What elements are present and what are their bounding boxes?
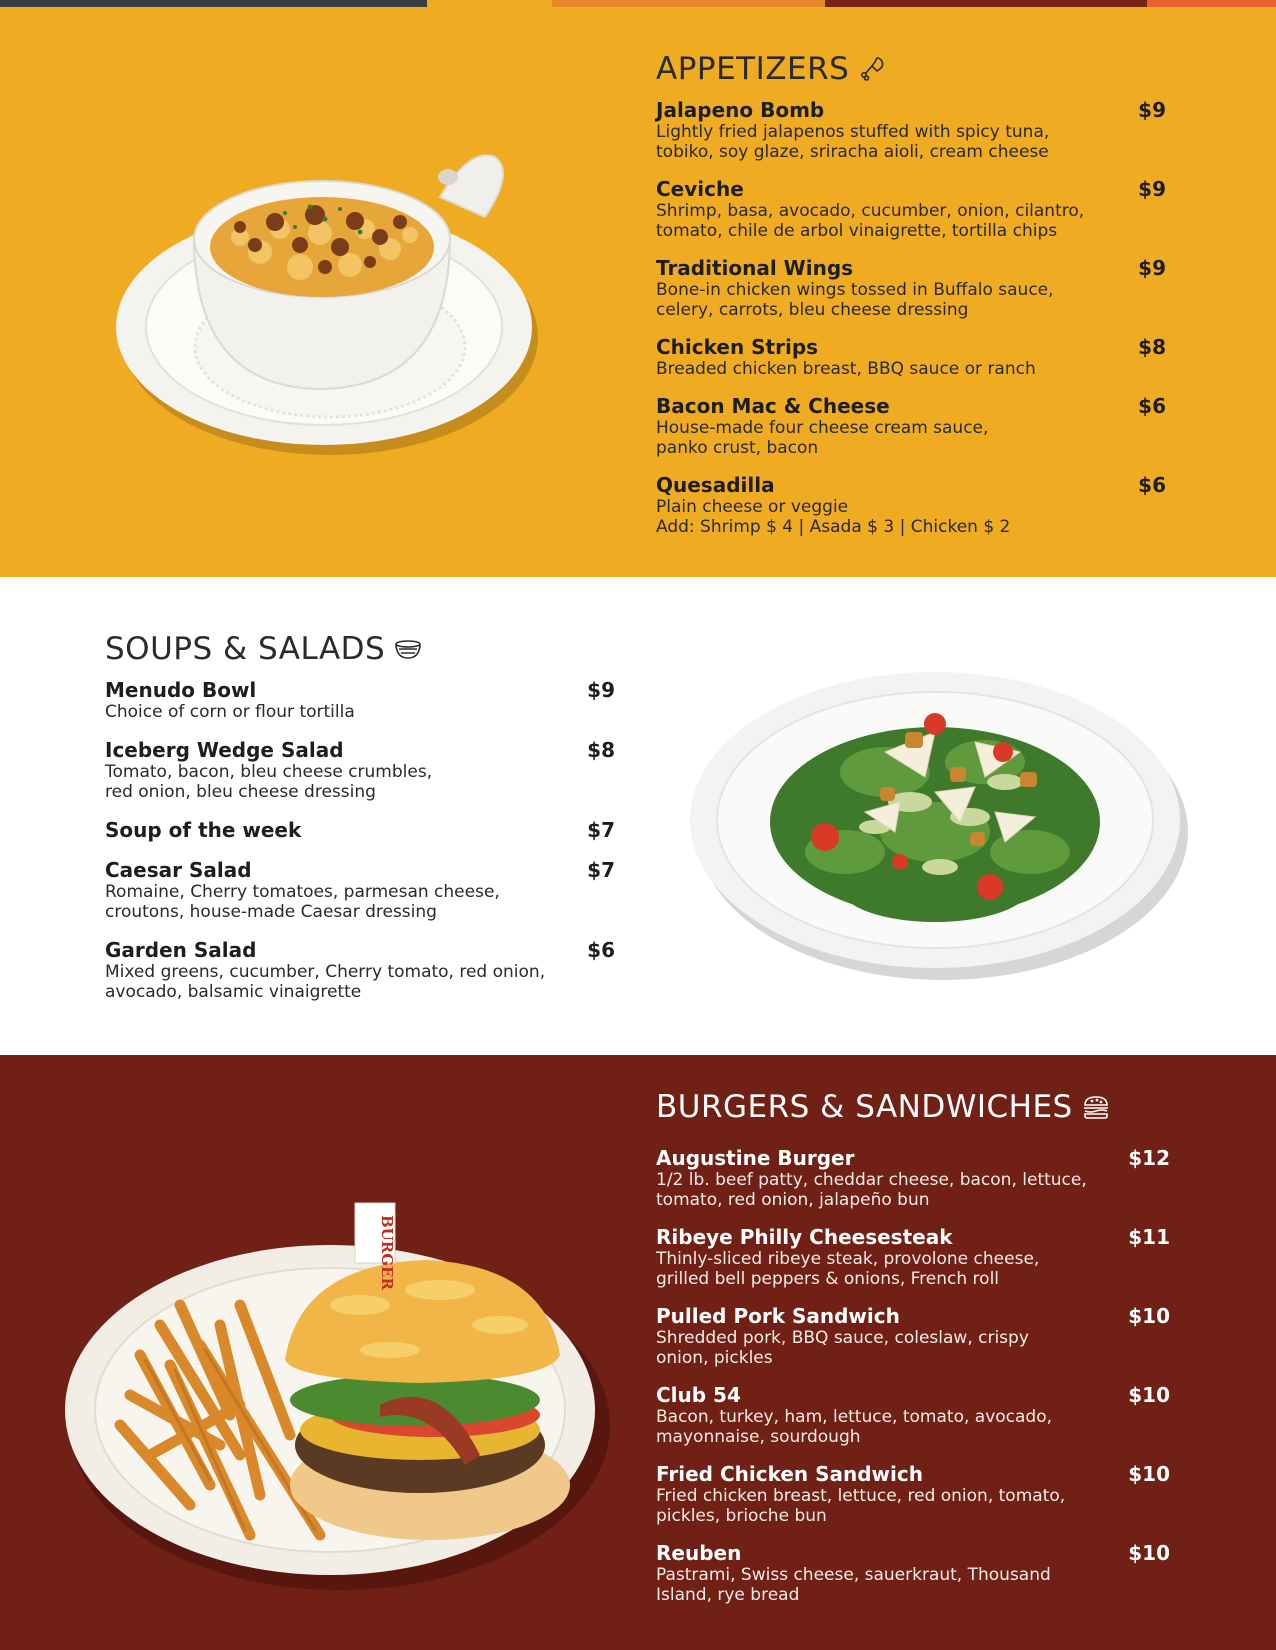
item-description: Pastrami, Swiss cheese, sauerkraut, Thousand Island, rye bread — [656, 1565, 1051, 1605]
menu-item — [105, 819, 615, 842]
top-bar-segment — [427, 0, 552, 7]
top-bar-segment — [552, 0, 825, 7]
top-bar-segment — [825, 0, 1147, 7]
section-title — [656, 1089, 1170, 1125]
menu-item — [656, 257, 1166, 320]
item-name: Ceviche — [656, 177, 744, 201]
item-price: $6 — [587, 938, 615, 962]
item-description: Shrimp, basa, avocado, cucumber, onion, cilantro, tomato, chile de arbol vinaigrette, tortilla chips — [656, 201, 1085, 241]
top-bar-segment — [0, 0, 427, 7]
item-description: Mixed greens, cucumber, Cherry tomato, red onion, avocado, balsamic vinaigrette — [105, 962, 546, 1002]
item-name: Garden Salad — [105, 938, 257, 962]
item-price: $10 — [1128, 1541, 1170, 1565]
item-price: $9 — [1138, 256, 1166, 280]
item-price: $10 — [1128, 1462, 1170, 1486]
item-price: $7 — [587, 858, 615, 882]
item-price: $8 — [1138, 335, 1166, 359]
section-title — [656, 51, 1166, 87]
menu-item — [105, 859, 615, 922]
item-name: Traditional Wings — [656, 256, 854, 280]
item-price: $9 — [1138, 177, 1166, 201]
item-description: Breaded chicken breast, BBQ sauce or ranch — [656, 359, 1036, 379]
item-price: $8 — [587, 738, 615, 762]
item-description: Bacon, turkey, ham, lettuce, tomato, avocado, mayonnaise, sourdough — [656, 1407, 1053, 1447]
item-name: Iceberg Wedge Salad — [105, 738, 344, 762]
appetizers-heading: APPETIZERS — [656, 51, 850, 87]
menu-item — [105, 939, 615, 1002]
item-name: Pulled Pork Sandwich — [656, 1304, 900, 1328]
item-description: Shredded pork, BBQ sauce, coleslaw, crispy onion, pickles — [656, 1328, 1029, 1368]
item-name: Augustine Burger — [656, 1146, 855, 1170]
item-price: $11 — [1128, 1225, 1170, 1249]
menu-item — [656, 1542, 1170, 1605]
menu-item — [656, 395, 1166, 458]
appetizers-menu — [656, 51, 1166, 553]
item-name: Jalapeno Bomb — [656, 98, 825, 122]
soups-heading: SOUPS & SALADS — [105, 631, 386, 667]
section-title — [105, 631, 615, 667]
menu-item — [656, 1384, 1170, 1447]
top-bar-segment — [1147, 0, 1276, 7]
burgers-heading: BURGERS & SANDWICHES — [656, 1089, 1073, 1125]
item-description: Lightly fried jalapenos stuffed with spicy tuna, tobiko, soy glaze, sriracha aioli, cream cheese — [656, 122, 1050, 162]
item-name: Bacon Mac & Cheese — [656, 394, 890, 418]
item-description: Plain cheese or veggie Add: Shrimp $ 4 | Asada $ 3 | Chicken $ 2 — [656, 497, 1011, 537]
menu-item — [105, 679, 615, 722]
item-description: Thinly-sliced ribeye steak, provolone cheese, grilled bell peppers & onions, French roll — [656, 1249, 1040, 1289]
item-description: Fried chicken breast, lettuce, red onion, tomato, pickles, brioche bun — [656, 1486, 1066, 1526]
menu-item — [656, 178, 1166, 241]
item-name: Menudo Bowl — [105, 678, 257, 702]
menu-item — [656, 99, 1166, 162]
item-description: Tomato, bacon, bleu cheese crumbles, red onion, bleu cheese dressing — [105, 762, 433, 802]
menu-item — [656, 1226, 1170, 1289]
caesar-salad-photo — [685, 652, 1195, 987]
menu-item — [656, 474, 1166, 537]
menu-item — [656, 1147, 1170, 1210]
item-name: Soup of the week — [105, 818, 302, 842]
item-name: Reuben — [656, 1541, 742, 1565]
menu-item — [656, 1305, 1170, 1368]
drumstick-icon — [857, 54, 887, 84]
appetizers-section — [0, 7, 1276, 577]
item-description: Choice of corn or flour tortilla — [105, 702, 355, 722]
menu-item — [105, 739, 615, 802]
item-name: Club 54 — [656, 1383, 741, 1407]
mac-and-cheese-photo — [110, 137, 550, 477]
item-description: House-made four cheese cream sauce, panko crust, bacon — [656, 418, 989, 458]
menu-item — [656, 336, 1166, 379]
burger-and-fries-photo — [60, 1155, 610, 1635]
item-description: Bone-in chicken wings tossed in Buffalo sauce, celery, carrots, bleu cheese dressing — [656, 280, 1054, 320]
item-price: $6 — [1138, 394, 1166, 418]
bowl-icon — [393, 634, 423, 664]
item-price: $6 — [1138, 473, 1166, 497]
item-price: $9 — [587, 678, 615, 702]
item-description: 1/2 lb. beef patty, cheddar cheese, bacon, lettuce, tomato, red onion, jalapeño bun — [656, 1170, 1087, 1210]
item-price: $9 — [1138, 98, 1166, 122]
item-name: Quesadilla — [656, 473, 775, 497]
burgers-sandwiches-menu — [656, 1089, 1170, 1621]
item-price: $12 — [1128, 1146, 1170, 1170]
menu-item — [656, 1463, 1170, 1526]
burger-icon — [1081, 1092, 1111, 1122]
item-price: $10 — [1128, 1304, 1170, 1328]
item-name: Ribeye Philly Cheesesteak — [656, 1225, 953, 1249]
item-price: $10 — [1128, 1383, 1170, 1407]
soups-salads-menu — [105, 631, 615, 1019]
top-color-bar — [0, 0, 1276, 7]
soups-salads-section — [0, 577, 1276, 1055]
item-price: $7 — [587, 818, 615, 842]
item-name: Chicken Strips — [656, 335, 819, 359]
item-description: Romaine, Cherry tomatoes, parmesan cheese, croutons, house-made Caesar dressing — [105, 882, 500, 922]
burger-flag-text: BURGER — [378, 1215, 396, 1290]
item-name: Caesar Salad — [105, 858, 252, 882]
burgers-sandwiches-section — [0, 1055, 1276, 1650]
item-name: Fried Chicken Sandwich — [656, 1462, 923, 1486]
